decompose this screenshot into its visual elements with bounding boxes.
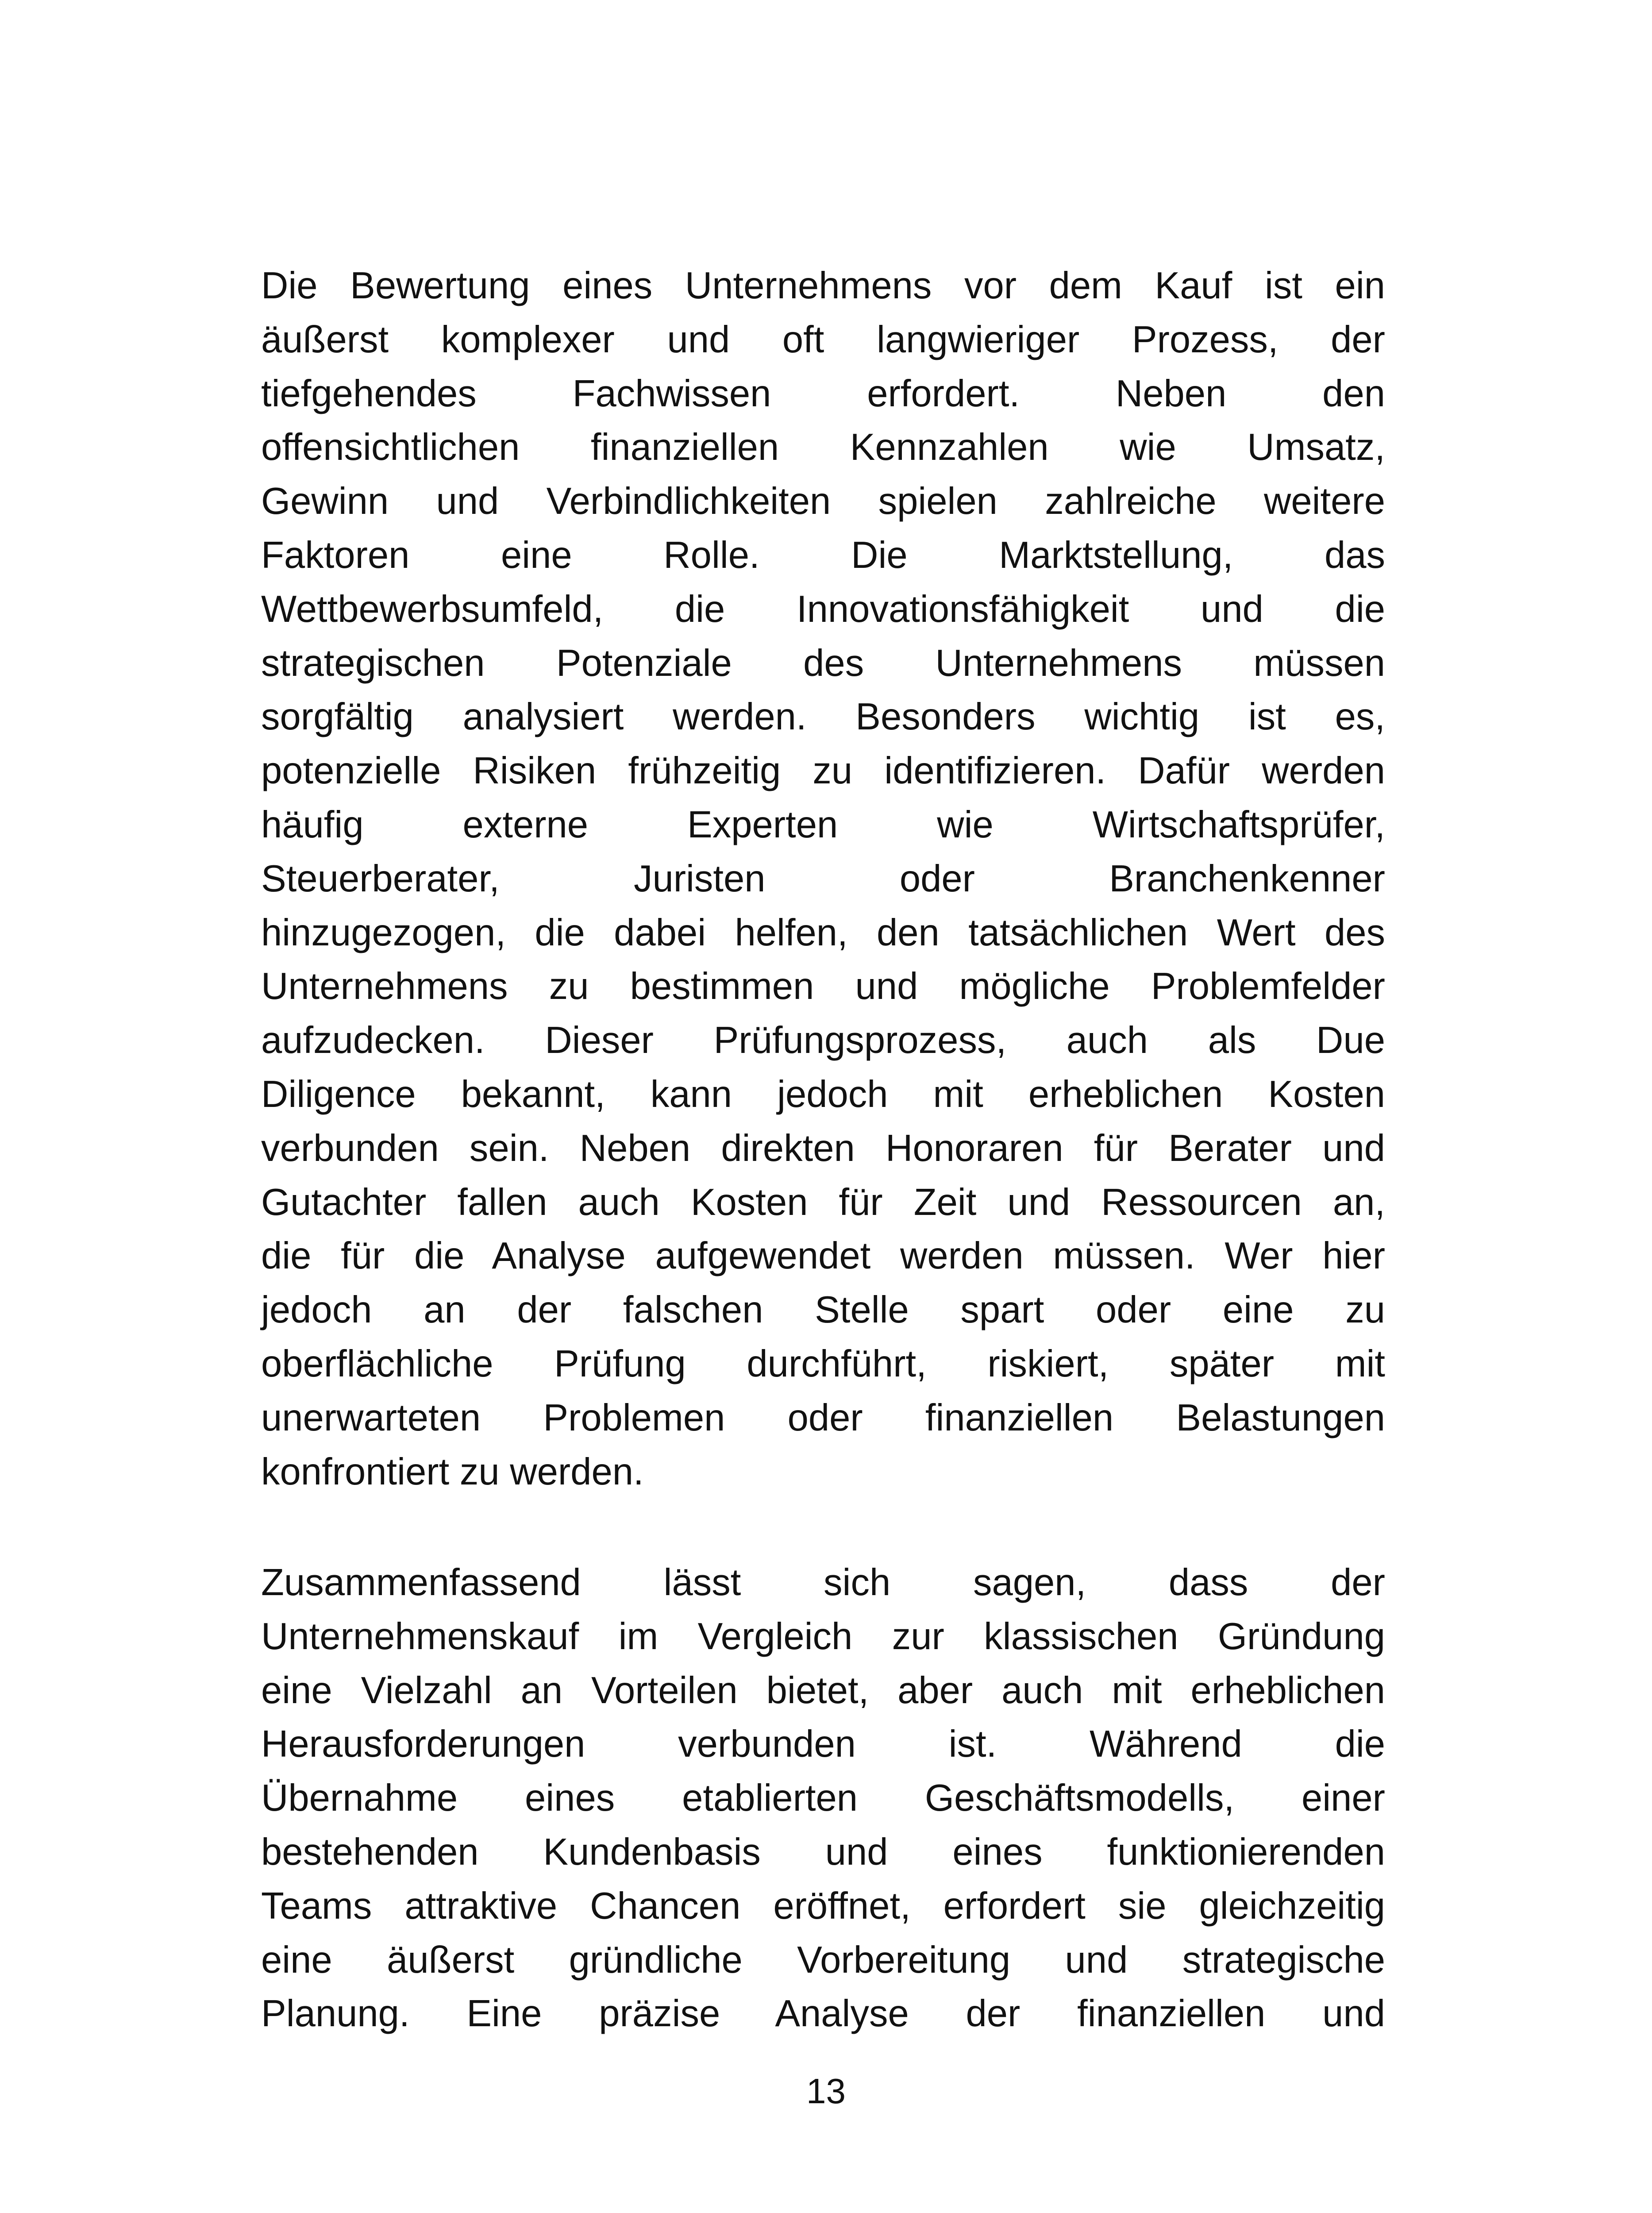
text-line: oberflächliche Prüfung durchführt, riskiert, später mit xyxy=(261,1342,1385,1385)
text-line: Herausforderungen verbunden ist. Während die xyxy=(261,1723,1385,1766)
paragraph-1 xyxy=(261,259,1385,1499)
text-line: eine äußerst gründliche Vorbereitung und strategische xyxy=(261,1939,1385,1981)
text-line: Übernahme eines etablierten Geschäftsmodells, einer xyxy=(261,1777,1385,1820)
text-line: verbunden sein. Neben direkten Honoraren für Berater und xyxy=(261,1127,1385,1169)
text-line: Gutachter fallen auch Kosten für Zeit und Ressourcen an, xyxy=(261,1181,1385,1223)
text-line: Steuerberater, Juristen oder Branchenkenner xyxy=(261,857,1385,900)
text-line: eine Vielzahl an Vorteilen bietet, aber auch mit erheblichen xyxy=(261,1669,1385,1712)
text-line: Teams attraktive Chancen eröffnet, erfordert sie gleichzeitig xyxy=(261,1885,1385,1927)
text-line: hinzugezogen, die dabei helfen, den tatsächlichen Wert des xyxy=(261,911,1385,954)
text-line: strategischen Potenziale des Unternehmens müssen xyxy=(261,642,1385,684)
text-line: Wettbewerbsumfeld, die Innovationsfähigkeit und die xyxy=(261,588,1385,630)
text-line: sorgfältig analysiert werden. Besonders wichtig ist es, xyxy=(261,696,1385,738)
text-line: äußerst komplexer und oft langwieriger Prozess, der xyxy=(261,318,1385,361)
page-number: 13 xyxy=(806,2071,846,2111)
text-line: tiefgehendes Fachwissen erfordert. Neben den xyxy=(261,372,1385,415)
text-line: Faktoren eine Rolle. Die Marktstellung, das xyxy=(261,534,1385,576)
text-line: Unternehmenskauf im Vergleich zur klassischen Gründung xyxy=(261,1615,1385,1658)
text-line: aufzudecken. Dieser Prüfungsprozess, auch als Due xyxy=(261,1019,1385,1062)
text-line: häufig externe Experten wie Wirtschaftsprüfer, xyxy=(261,803,1385,846)
paragraph-2 xyxy=(261,1556,1385,2041)
text-line: bestehenden Kundenbasis und eines funktionierenden xyxy=(261,1831,1385,1873)
text-line: Diligence bekannt, kann jedoch mit erheblichen Kosten xyxy=(261,1073,1385,1115)
text-line: Planung. Eine präzise Analyse der finanziellen und xyxy=(261,1993,1385,2035)
text-line: potenzielle Risiken frühzeitig zu identifizieren. Dafür werden xyxy=(261,750,1385,792)
text-line: Unternehmens zu bestimmen und mögliche Problemfelder xyxy=(261,965,1385,1008)
text-line: Zusammenfassend lässt sich sagen, dass der xyxy=(261,1561,1385,1604)
text-line: die für die Analyse aufgewendet werden müssen. Wer hier xyxy=(261,1235,1385,1277)
text-line: Die Bewertung eines Unternehmens vor dem Kauf ist ein xyxy=(261,265,1385,307)
text-line: Gewinn und Verbindlichkeiten spielen zahlreiche weitere xyxy=(261,480,1385,523)
text-line: konfrontiert zu werden. xyxy=(261,1450,644,1493)
text-line: jedoch an der falschen Stelle spart oder eine zu xyxy=(261,1289,1385,1331)
text-line: offensichtlichen finanziellen Kennzahlen wie Umsatz, xyxy=(261,426,1385,469)
text-line: unerwarteten Problemen oder finanziellen Belastungen xyxy=(261,1396,1385,1439)
